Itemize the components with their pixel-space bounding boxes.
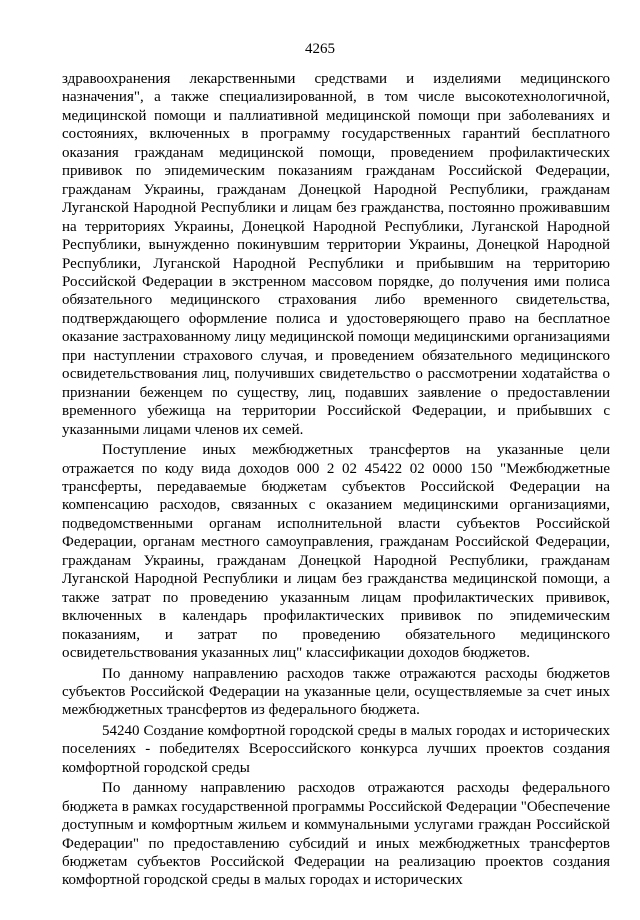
paragraph-continuation: здравоохранения лекарственными средствами и изделиями медицинского назначения", а также специализированной, в том числе высокотехнологичной, медицинской помощи и паллиативной медицинской помощи при заболеваниях и состояниях, включенных в программу государственных гарантий бесплатного оказания гражданам медицинской помощи, проведением профилактических прививок по эпидемическим показаниям гражданам Российской Федерации, гражданам Украины, гражданам Донецкой Народной Республики, гражданам Луганской Народной Республики и лицам без гражданства, постоянно проживавшим на территориях Украины, Донецкой Народной Республики, Луганской Народной Республики, вынужденно покинувшим территории Украины, Донецкой Народной Республики, Луганской Народной Республики и прибывшим на территорию Российской Федерации в экстренном массовом порядке, до получения ими полиса обязательного медицинского страхования либо временного свидетельства, подтверждающего оформление полиса и удостоверяющего право на бесплатное оказание застрахованному лицу медицинской помощи медицинскими организациями при наступлении страхового случая, и проведением обязательного медицинского освидетельствования лиц, получивших свидетельство о рассмотрении ходатайства о признании беженцем по существу, лиц, подавших заявление о предоставлении временного убежища на территории Российской Федерации, и прибывших с указанными лицами членов их семей. xyxy=(62,71,610,438)
page-number: 4265 xyxy=(305,41,335,57)
paragraph-revenue-code: Поступление иных межбюджетных трансфертов на указанные цели отражается по коду вида доходов 000 2 02 45422 02 0000 150 "Межбюджетные трансферты, передаваемые бюджетам субъектов Российской Федерации на компенсацию расходов, связанных с оказанием медицинскими организациями, подведомственными органам исполнительной власти субъектов Российской Федерации, органам местного самоуправления, гражданам Российской Федерации, гражданам Украины, гражданам Донецкой Народной Республики, гражданам Луганской Народной Республики и лицам без гражданства медицинской помощи, а также затрат по проведению указанным лицам профилактических прививок, включенных в календарь профилактических прививок по эпидемическим показаниям, и затрат по проведению обязательного медицинского освидетельствования указанных лиц" классификации доходов бюджетов. xyxy=(62,442,610,662)
document-body xyxy=(62,70,610,890)
section-heading-54240: 54240 Создание комфортной городской среды в малых городах и исторических поселениях - победителях Всероссийского конкурса лучших проектов создания комфортной городской среды xyxy=(62,722,610,776)
paragraph-federal-expenses: По данному направлению расходов отражаются расходы федерального бюджета в рамках государственной программы Российской Федерации "Обеспечение доступным и комфортным жильем и коммунальными услугами граждан Российской Федерации" по предоставлению субсидий и иных межбюджетных трансфертов бюджетам субъектов Российской Федерации на реализацию проектов создания комфортной городской среды в малых городах и исторических xyxy=(62,780,610,889)
paragraph-regional-expenses: По данному направлению расходов также отражаются расходы бюджетов субъектов Российской Федерации на указанные цели, осуществляемые за счет иных межбюджетных трансфертов из федерального бюджета. xyxy=(62,665,610,719)
